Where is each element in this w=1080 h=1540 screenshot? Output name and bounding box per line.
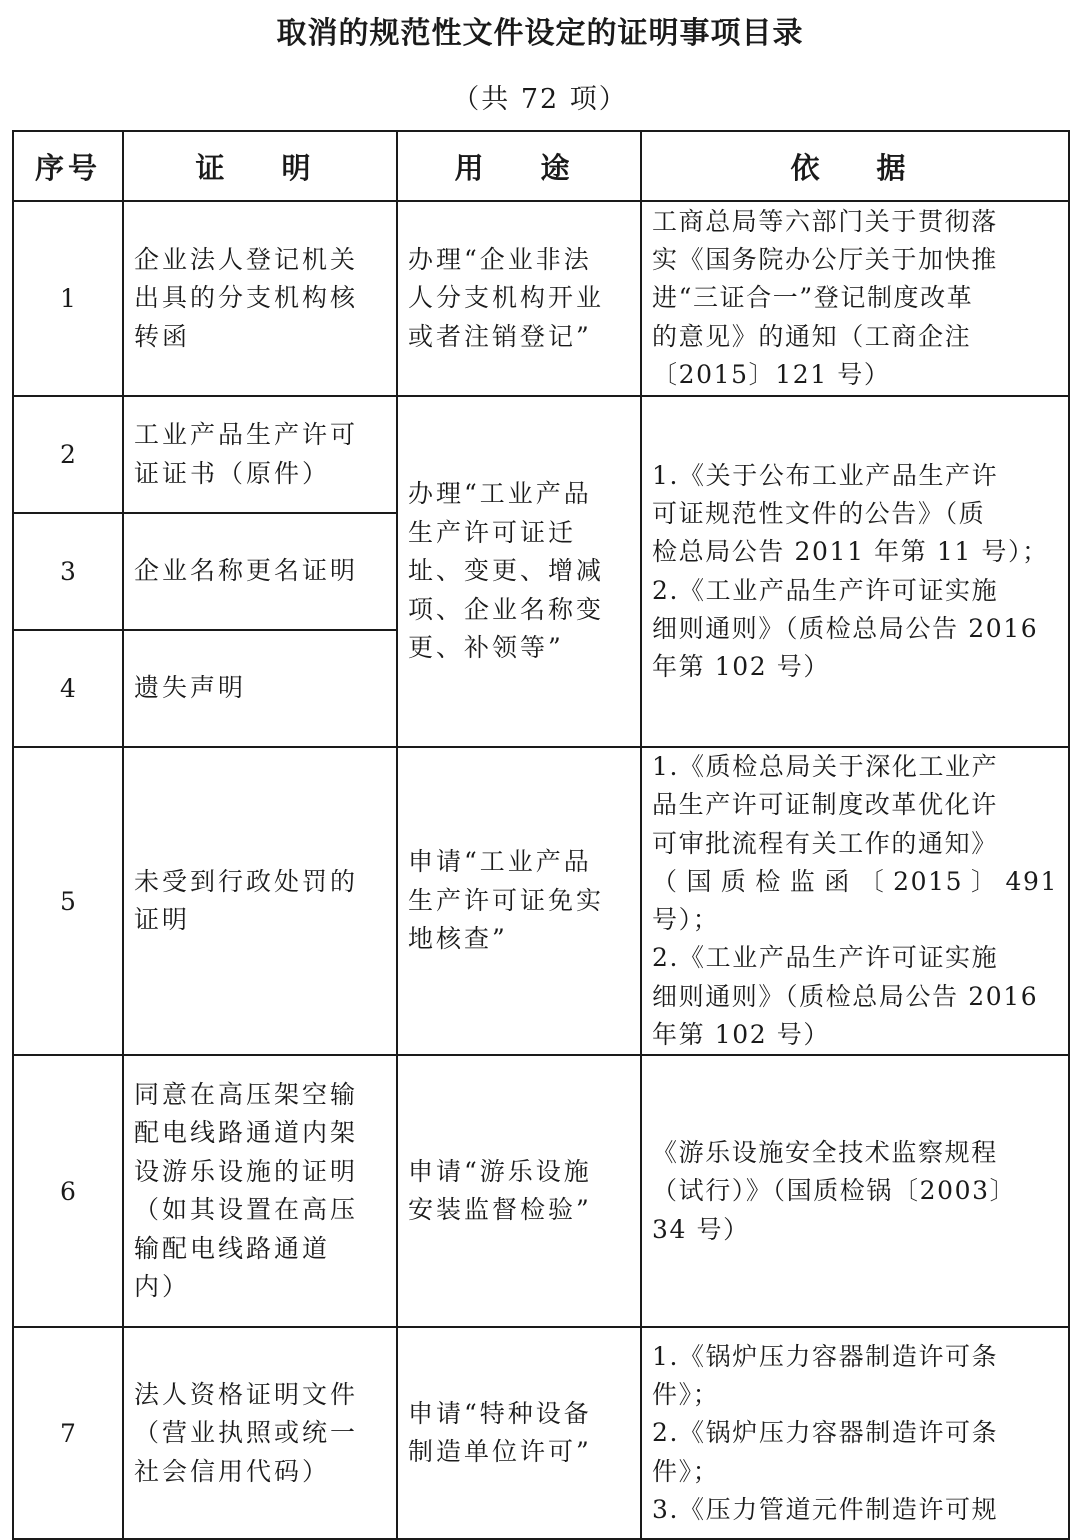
row-serial: 7 <box>13 1327 123 1539</box>
row-proof: 未受到行政处罚的 证明 <box>123 747 397 1055</box>
row-use: 申请“游乐设施 安装监督检验” <box>397 1055 641 1327</box>
row-use: 办理“企业非法 人分支机构开业 或者注销登记” <box>397 201 641 396</box>
table-header-row <box>13 131 1069 201</box>
row-basis: 工商总局等六部门关于贯彻落 实《国务院办公厅关于加快推 进“三证合一”登记制度改革 的意见》的通知（工商企注 〔2015〕121 号） <box>641 201 1069 396</box>
row-proof: 企业法人登记机关 出具的分支机构核 转函 <box>123 201 397 396</box>
row-basis-merged: 1.《关于公布工业产品生产许 可证规范性文件的公告》（质 检总局公告 2011 年第 11 号）； 2.《工业产品生产许可证实施 细则通则》（质检总局公告 2016 年第 102 号） <box>641 396 1069 747</box>
row-proof: 同意在高压架空输 配电线路通道内架 设游乐设施的证明 （如其设置在高压 输配电线路通道 内） <box>123 1055 397 1327</box>
document-title: 取消的规范性文件设定的证明事项目录 <box>276 16 804 51</box>
row-basis: 1.《锅炉压力容器制造许可条 件》； 2.《锅炉压力容器制造许可条 件》； 3.《压力管道元件制造许可规 <box>641 1327 1069 1539</box>
table-row <box>13 1055 1069 1327</box>
row-serial: 4 <box>13 630 123 747</box>
header-serial: 序号 <box>13 131 123 201</box>
row-basis: 《游乐设施安全技术监察规程 （试行）》（国质检锅〔2003〕 34 号） <box>641 1055 1069 1327</box>
row-serial: 2 <box>13 396 123 513</box>
row-serial: 3 <box>13 513 123 630</box>
header-proof: 证 明 <box>123 131 397 201</box>
header-basis: 依 据 <box>641 131 1069 201</box>
header-use: 用 途 <box>397 131 641 201</box>
row-basis: 1.《质检总局关于深化工业产 品生产许可证制度改革优化许 可审批流程有关工作的通知》 （国质检监函〔2015〕491 号）； 2.《工业产品生产许可证实施 细则通则》（质检总局公告 2016 年第 102 号） <box>641 747 1069 1055</box>
row-proof: 工业产品生产许可 证证书（原件） <box>123 396 397 513</box>
row-use: 申请“特种设备 制造单位许可” <box>397 1327 641 1539</box>
row-proof: 法人资格证明文件 （营业执照或统一 社会信用代码） <box>123 1327 397 1539</box>
row-use-merged: 办理“工业产品 生产许可证迁 址、变更、增减 项、企业名称变 更、补领等” <box>397 396 641 747</box>
row-use: 申请“工业产品 生产许可证免实 地核查” <box>397 747 641 1055</box>
row-proof: 企业名称更名证明 <box>123 513 397 630</box>
catalog-table <box>12 130 1070 1540</box>
table-row <box>13 1327 1069 1539</box>
table-row <box>13 201 1069 396</box>
row-proof: 遗失声明 <box>123 630 397 747</box>
table-row <box>13 396 1069 513</box>
table-row <box>13 747 1069 1055</box>
document-subtitle: （共 72 项） <box>452 84 628 115</box>
row-serial: 6 <box>13 1055 123 1327</box>
row-serial: 5 <box>13 747 123 1055</box>
row-serial: 1 <box>13 201 123 396</box>
